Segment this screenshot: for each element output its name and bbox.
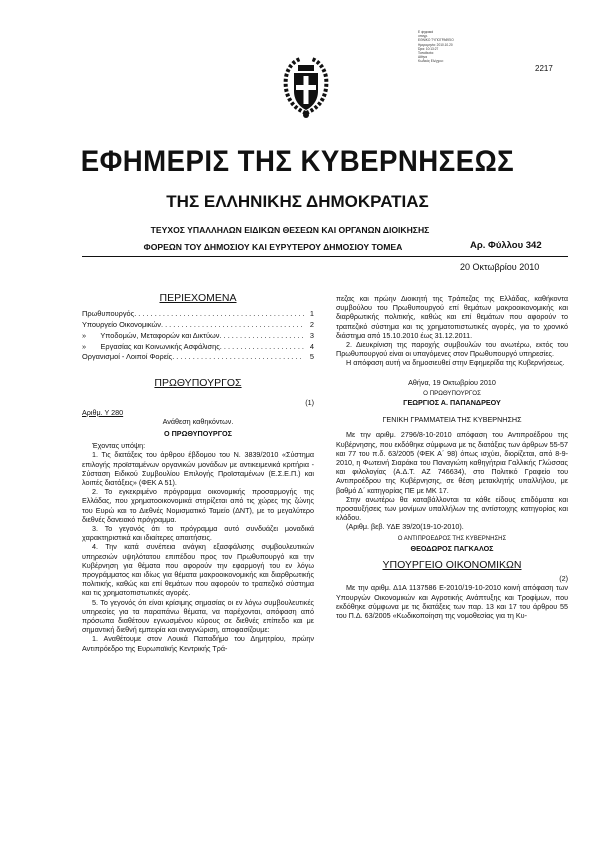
toc-row[interactable] xyxy=(82,309,314,320)
section-heading-finance: ΥΠΟΥΡΓΕΙΟ ΟΙΚΟΝΟΜΙΚΩΝ xyxy=(382,559,522,572)
stamp-line: Ημερομηνία: 2010.10.20 xyxy=(418,42,453,47)
toc-page: 4 xyxy=(309,341,314,351)
paragraph: 4. Την κατά συνέπεια ανάγκη εξασφάλισης συμβουλευτικών υπηρεσιών υψηλότατου επιπέδου προς τον Πρωθυπουργό και την Κυβέρνηση για θέματα που αφορούν την εφαρμογή του εν λόγω προγράμματος και ιδίως για θέματα μακροοικονομικής και διαρθρωτικής πολιτικής, καθώς και επί θεμάτων που αφορούν το τραπεζικό σύστημα και τις χρηματοπιστωτικές αγορές. xyxy=(82,542,314,598)
stamp-line: Αθήνα xyxy=(418,55,428,60)
right-column xyxy=(336,294,568,620)
signer-name: ΓΕΩΡΓΙΟΣ Α. ΠΑΠΑΝΔΡΕΟΥ xyxy=(403,398,501,408)
item-number: (2) xyxy=(559,574,568,584)
toc-row[interactable] xyxy=(82,320,314,331)
page-number: 2217 xyxy=(535,64,553,73)
issue-type-line-1: ΤΕΥΧΟΣ ΥΠΑΛΛΗΛΩΝ ΕΙΔΙΚΩΝ ΘΕΣΕΩΝ ΚΑΙ ΟΡΓΑΝΩΝ ΔΙΟΙΚΗΣΗΣ xyxy=(150,225,430,235)
signer-role: Ο ΠΡΩΘΥΠΟΥΡΓΟΣ xyxy=(423,389,481,397)
toc-row[interactable] xyxy=(82,342,314,353)
paragraph: 3. Το γεγονός ότι το πρόγραμμα αυτό συνδυάζει μοναδικά χαρακτηριστικά και ιδιαίτερες απαιτήσεις. xyxy=(82,524,314,543)
paragraph: Με την αριθμ. 2796/8-10-2010 απόφαση του Αντιπροέδρου της Κυβέρνησης, που εκδόθηκε σύμφωνα με τις διατάξεις των άρθρων 55-57 και 77 του π.δ. 63/2005 (ΦΕΚ Α΄ 98) όπως ισχύει, διορίζεται, από 8-9-2010, η Φωτεινή Σιαράκα του Παναγιώτη καθηγήτρια Γαλλικής Γλώσσας και φιλολογίας (Α.Δ.Τ. ΑΖ 746634), στο Πολιτικό Γραφείο του Αντιπροέδρου της Κυβέρνησης, σε θέση μετακλητής υπαλλήλου, με βαθμό Δ΄ κατηγορίας ΠΕ με ΜΚ 17. xyxy=(336,430,568,495)
paragraph: 2. Διευκρίνιση της παροχής συμβουλών του ανωτέρω, εκτός του Πρωθυπουργού είναι οι υπαγόμενες στον Πρωθυπουργό υπηρεσίες. xyxy=(336,340,568,359)
sheet-number: Αρ. Φύλλου 342 xyxy=(470,240,542,251)
toc-heading: ΠΕΡΙΕΧΟΜΕΝΑ xyxy=(159,292,237,304)
signer2-role: Ο ΑΝΤΙΠΡΟΕΔΡΟΣ ΤΗΣ ΚΥΒΕΡΝΗΣΗΣ xyxy=(397,535,507,542)
paragraph: Με την αριθμ. Δ1Α 1137586 Ε-2010/19-10-2010 κοινή απόφαση των Υπουργών Οικονομικών και Αγροτικής Ανάπτυξης και Τροφίμων, που εκδόθηκε σύμφωνα με τις διατάξεις των παρ. 13 και 17 του άρθρου 55 του Π.Δ. 63/2005 «Κωδικοποίηση της νομοθεσίας για τη Κυ- xyxy=(336,583,568,621)
paragraph: 1. Αναθέτουμε στον Λουκά Παπαδήμο του Δημητρίου, πρώην Αντιπρόεδρο της Ευρωπαϊκής Κεντρικής Τρά- xyxy=(82,634,314,653)
paragraph: 5. Το γεγονός ότι είναι κρίσιμης σημασίας οι εν λόγω συμβουλευτικές υπηρεσίες για τα παραπάνω θέματα, να παρέχονται, απόφαση από πρόσωπα διαθέτουν εγνωσμένου κύρους σε διεθνές επίπεδο και με σημαντική διεθνή εμπειρία και αναγνώριση, αποφασίζουμε: xyxy=(82,597,314,635)
item-number: (1) xyxy=(305,398,314,408)
toc-page: 2 xyxy=(309,320,314,329)
toc-page: 1 xyxy=(309,309,314,319)
reference-number: (Αριθμ. βεβ. ΥΔΕ 39/20(19-10-2010). xyxy=(346,522,464,532)
toc-label: Οργανισμοί - Λοιποί Φορείς xyxy=(82,352,173,362)
gazette-title: ΕΦΗΜΕΡΙΣ ΤΗΣ ΚΥΒΕΡΝΗΣΕΩΣ xyxy=(80,145,515,178)
stamp-line: Ε ψηφιακά xyxy=(418,30,434,34)
paragraph: 2. Το εγκεκριμένο πρόγραμμα οικονομικής προσαρμογής της Ελλάδας, που χρηματοοικονομικά στηρίζεται από τις χώρες της ζώνης του Ευρώ και το Διεθνές Νομισματικό Ταμείο (ΔΝΤ), με το μεγαλύτερο διεθνές δανειακό πρόγραμμα. xyxy=(82,487,314,524)
paragraph: πεζας και πρώην Διοικητή της Τράπεζας της Ελλάδας, καθήκοντα συμβούλου του Πρωθυπουργού επί θεμάτων μακροοικονομικής και διαρθρωτικής πολιτικής, καθώς και επί θεμάτων που αφορούν το τραπεζικό σύστημα και τις χρηματοπιστωτικές αγορές, για το χρονικό διάστημα από 15.10.2010 έως 31.12.2011. xyxy=(336,294,568,340)
header-rule xyxy=(82,256,568,257)
having-regard: Έχοντας υπόψη: xyxy=(92,441,146,451)
stamp-line: υπογρ. xyxy=(418,34,428,39)
paragraph: Στην ανωτέρω θα καταβάλλονται τα κάθε είδους επιδόματα και προσαυξήσεις των μονίμων υπαλλήλων της αντίστοιχης κατηγορίας και κλάδου. xyxy=(336,494,568,523)
gazette-subtitle: ΤΗΣ ΕΛΛΗΝΙΚΗΣ ΔΗΜΟΚΡΑΤΙΑΣ xyxy=(166,192,429,211)
stamp-line: ΕΘΝΙΚΟ ΤΥΠΟΓΡΑΦΕΙΟ xyxy=(418,38,454,43)
stamp-line: Κωδικός Ελέγχου: xyxy=(418,59,444,64)
issuing-authority: Ο ΠΡΩΘΥΠΟΥΡΓΟΣ xyxy=(164,429,232,438)
stamp-line: Τοποθεσία: xyxy=(418,51,434,56)
digital-signature-stamp xyxy=(418,30,498,64)
decision-title: Ανάθεση καθηκόντων. xyxy=(162,416,234,426)
place-date: Αθήνα, 19 Οκτωβρίου 2010 xyxy=(408,377,496,387)
toc-label: Υπουργείο Οικονομικών xyxy=(82,320,161,329)
decision-number: Αριθμ. Υ 280 xyxy=(82,407,124,417)
greek-emblem-icon xyxy=(282,55,330,121)
secretariat-heading: ΓΕΝΙΚΗ ΓΡΑΜΜΑΤΕΙΑ ΤΗΣ ΚΥΒΕΡΝΗΣΗΣ xyxy=(382,415,522,425)
table-of-contents xyxy=(82,309,314,363)
toc-label: » Υποδομών, Μεταφορών και Δικτύων xyxy=(82,330,220,340)
toc-row[interactable] xyxy=(82,352,314,363)
toc-page: 5 xyxy=(309,352,314,362)
stamp-line: Ώρα: 10:13:27 xyxy=(418,46,439,51)
issue-date: 20 Οκτωβρίου 2010 xyxy=(460,262,540,272)
toc-row[interactable] xyxy=(82,331,314,342)
left-column xyxy=(82,294,314,653)
toc-label: Πρωθυπουργός xyxy=(82,309,135,319)
toc-page: 3 xyxy=(309,330,314,340)
paragraph: Η απόφαση αυτή να δημοσιευθεί στην Εφημερίδα της Κυβερνήσεως. xyxy=(346,358,565,368)
signer2-name: ΘΕΟΔΩΡΟΣ ΠΑΓΚΑΛΟΣ xyxy=(410,543,494,553)
section-heading-prime-minister: ΠΡΩΘΥΠΟΥΡΓΟΣ xyxy=(154,377,242,390)
toc-label: » Εργασίας και Κοινωνικής Ασφάλισης xyxy=(82,341,220,351)
paragraph: 1. Τις διατάξεις του άρθρου έβδομου του Ν. 3839/2010 «Σύστημα επιλογής προϊσταμένων οργανικών μονάδων με αντικειμενικά κριτήρια - Σύσταση Ειδικού Συμβουλίου Επιλογής Προϊσταμένων (Ε.Σ.Ε.Π.) και λοιπές διατάξεις» (ΦΕΚ Α 51). xyxy=(82,450,314,488)
issue-type-line-2: ΦΟΡΕΩΝ ΤΟΥ ΔΗΜΟΣΙΟΥ ΚΑΙ ΕΥΡΥΤΕΡΟΥ ΔΗΜΟΣΙΟΥ ΤΟΜΕΑ xyxy=(143,242,403,252)
